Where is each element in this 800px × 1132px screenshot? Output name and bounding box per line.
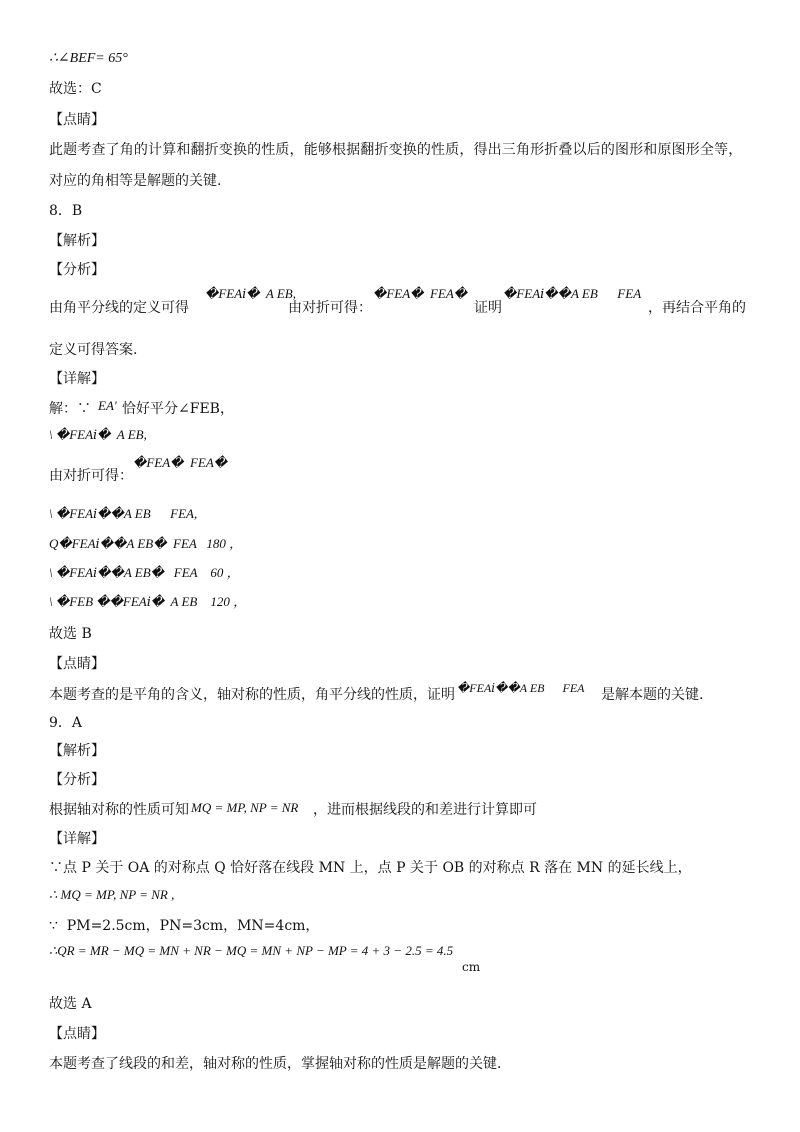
text-line: 恰好平分∠FEB， [122,401,234,417]
text-line: ，再结合平角的 [648,300,746,316]
question-number: 8．B [49,203,83,219]
formula: �FEAⅰ��A EB FEA [457,681,585,695]
text-line: ，进而根据线段的和差进行计算即可 [313,802,537,818]
text-line: 故选 B [49,626,92,642]
formula: �FEAⅰ��A EB FEA [503,286,642,301]
text-line: 证明 [474,300,502,316]
text-line: 故选：C [49,81,102,97]
text-line: ∴∠BEF= 65° [49,51,128,66]
formula: �FEA� FEA� [133,455,228,470]
text-line: 本题考查了线段的和差，轴对称的性质，掌握轴对称的性质是解题的关键. [49,1056,502,1072]
formula: EA' [98,398,117,413]
text-line: 此题考查了角的计算和翻折变换的性质，能够根据翻折变换的性质，得出三角形折叠以后的图形和原图形全等， [49,142,743,158]
section-heading: 【点睛】 [49,1026,105,1042]
text-line: 解：∵ [49,401,91,417]
text-line: 是解本题的关键. [601,687,704,703]
formula-line: \ �FEB ��FEAⅰ� A EB 120 ， [49,594,247,609]
section-heading: 【解析】 [49,743,105,759]
text-line: 定义可得答案. [49,342,138,358]
text-line: 故选 A [49,996,92,1012]
formula-line: ∴QR = MR − MQ = MN + NR − MQ = MN + NP − MP = 4 + 3 − 2.5 = 4.5 [49,943,454,958]
text-line: ∵点 P 关于 OA 的对称点 Q 恰好落在线段 MN 上，点 P 关于 OB 的对称点 R 落在 MN 的延长线上， [49,860,692,876]
text-line: 本题考查的是平角的含义，轴对称的性质，角平分线的性质，证明 [49,687,455,703]
unit-label: cm [462,960,481,974]
section-heading: 【点睛】 [49,112,105,128]
text-line: 由对折可得： [49,468,133,484]
section-heading: 【点睛】 [49,656,105,672]
formula: MQ = MP, NP = NR [191,800,299,815]
section-heading: 【详解】 [49,371,105,387]
question-number: 9．A [49,715,83,731]
section-heading: 【分析】 [49,262,105,278]
formula: �FEA� FEA� [373,286,468,301]
formula: �FEAⅰ� A EB, [205,286,296,301]
section-heading: 【详解】 [49,831,105,847]
text-line: 由对折可得： [288,300,372,316]
text-line: 根据轴对称的性质可知 [49,802,189,818]
text-line: 对应的角相等是解题的关键. [49,173,222,189]
section-heading: 【解析】 [49,233,105,249]
formula-line: Q�FEAⅰ��A EB� FEA 180 ， [49,536,243,551]
formula-line: \ �FEAⅰ��A EB FEA, [49,506,198,521]
text-line: 由角平分线的定义可得 [49,300,189,316]
formula-line: \ �FEAⅰ��A EB� FEA 60 ， [49,565,240,580]
formula-line: ∴ MQ = MP, NP = NR , [49,887,175,902]
section-heading: 【分析】 [49,772,105,788]
text-line: ∵ PM=2.5cm，PN=3cm，MN=4cm， [49,918,320,934]
formula-line: \ �FEAⅰ� A EB, [49,427,147,442]
